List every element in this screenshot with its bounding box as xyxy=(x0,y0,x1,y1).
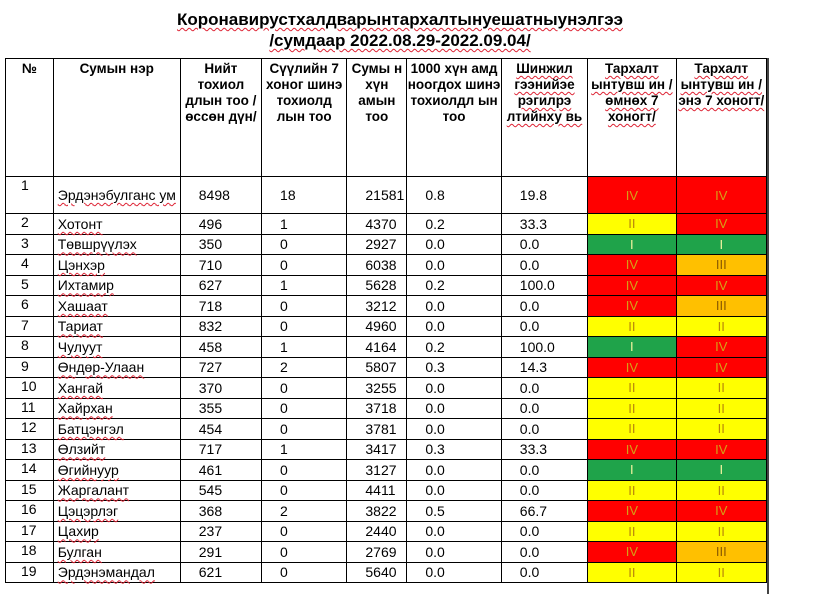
curr-level-cell: II xyxy=(676,378,766,399)
row-number-cell: 6 xyxy=(6,296,54,317)
total-cases-cell: 832 xyxy=(180,316,261,337)
cases-per-1000-cell: 0.8 xyxy=(407,177,501,214)
new-cases-cell: 1 xyxy=(262,439,347,460)
new-cases-cell: 1 xyxy=(262,337,347,358)
total-cases-cell: 545 xyxy=(180,480,261,501)
total-cases-cell: 621 xyxy=(180,562,261,583)
new-cases-cell: 0 xyxy=(262,378,347,399)
row-number-cell: 3 xyxy=(6,234,54,255)
population-cell: 2440 xyxy=(347,521,407,542)
row-number-cell: 8 xyxy=(6,337,54,358)
cases-per-1000-cell: 0.3 xyxy=(407,357,501,378)
district-name-cell: Хотонт xyxy=(53,214,180,235)
total-cases-cell: 454 xyxy=(180,419,261,440)
cases-per-1000-cell: 0.0 xyxy=(407,398,501,419)
new-cases-cell: 0 xyxy=(262,419,347,440)
table-row xyxy=(6,398,767,419)
header-curr-level: Тархалт ынтувш ин /энэ 7 хоногт/ xyxy=(676,59,766,177)
population-cell: 5628 xyxy=(347,275,407,296)
row-number-cell: 18 xyxy=(6,542,54,563)
cases-per-1000-cell: 0.0 xyxy=(407,562,501,583)
new-cases-cell: 0 xyxy=(262,460,347,481)
test-positivity-cell: 0.0 xyxy=(501,480,587,501)
district-name-cell: Чулуут xyxy=(53,337,180,358)
district-name-cell: Төвшрүүлэх xyxy=(53,234,180,255)
cases-per-1000-cell: 0.2 xyxy=(407,337,501,358)
curr-level-cell: IV xyxy=(676,177,766,214)
cases-per-1000-cell: 0.2 xyxy=(407,275,501,296)
curr-level-cell: III xyxy=(676,296,766,317)
prev-level-cell: IV xyxy=(588,439,676,460)
population-cell: 2769 xyxy=(347,542,407,563)
population-cell: 3822 xyxy=(347,501,407,522)
prev-level-cell: IV xyxy=(588,501,676,522)
row-number-cell: 13 xyxy=(6,439,54,460)
district-name-cell: Хашаат xyxy=(53,296,180,317)
test-positivity-cell: 0.0 xyxy=(501,542,587,563)
new-cases-cell: 0 xyxy=(262,562,347,583)
population-cell: 4960 xyxy=(347,316,407,337)
total-cases-cell: 727 xyxy=(180,357,261,378)
new-cases-cell: 0 xyxy=(262,480,347,501)
table-row xyxy=(6,562,767,583)
total-cases-cell: 368 xyxy=(180,501,261,522)
total-cases-cell: 355 xyxy=(180,398,261,419)
curr-level-cell: II xyxy=(676,562,766,583)
curr-level-cell: IV xyxy=(676,214,766,235)
curr-level-cell: II xyxy=(676,480,766,501)
new-cases-cell: 1 xyxy=(262,214,347,235)
cases-per-1000-cell: 0.2 xyxy=(407,214,501,235)
district-name-cell: Тариат xyxy=(53,316,180,337)
row-number-cell: 1 xyxy=(6,177,54,214)
population-cell: 3417 xyxy=(347,439,407,460)
new-cases-cell: 0 xyxy=(262,521,347,542)
table-row xyxy=(6,234,767,255)
total-cases-cell: 237 xyxy=(180,521,261,542)
row-number-cell: 15 xyxy=(6,480,54,501)
population-cell: 5807 xyxy=(347,357,407,378)
prev-level-cell: I xyxy=(588,460,676,481)
new-cases-cell: 0 xyxy=(262,398,347,419)
curr-level-cell: IV xyxy=(676,439,766,460)
total-cases-cell: 627 xyxy=(180,275,261,296)
curr-level-cell: IV xyxy=(676,337,766,358)
header-prev-level: Тархалт ынтувш ин /өмнөх 7 хоногт/ xyxy=(588,59,676,177)
new-cases-cell: 0 xyxy=(262,234,347,255)
population-cell: 4411 xyxy=(347,480,407,501)
row-number-cell: 7 xyxy=(6,316,54,337)
new-cases-cell: 0 xyxy=(262,255,347,276)
row-number-cell: 2 xyxy=(6,214,54,235)
row-number-cell: 4 xyxy=(6,255,54,276)
population-cell: 3255 xyxy=(347,378,407,399)
table-row xyxy=(6,255,767,276)
table-row xyxy=(6,357,767,378)
district-name-cell: Цэцэрлэг xyxy=(53,501,180,522)
district-name-cell: Хайрхан xyxy=(53,398,180,419)
cases-per-1000-cell: 0.0 xyxy=(407,296,501,317)
curr-level-cell: IV xyxy=(676,357,766,378)
total-cases-cell: 461 xyxy=(180,460,261,481)
total-cases-cell: 8498 xyxy=(180,177,261,214)
new-cases-cell: 1 xyxy=(262,275,347,296)
cases-per-1000-cell: 0.0 xyxy=(407,234,501,255)
row-number-cell: 19 xyxy=(6,562,54,583)
row-number-cell: 16 xyxy=(6,501,54,522)
prev-level-cell: I xyxy=(588,234,676,255)
cases-per-1000-cell: 0.0 xyxy=(407,521,501,542)
district-name-cell: Эрдэнэбулганс ум xyxy=(53,177,180,214)
row-number-cell: 14 xyxy=(6,460,54,481)
table-row xyxy=(6,501,767,522)
prev-level-cell: IV xyxy=(588,177,676,214)
header-population: Сумы н хүн амын тоо xyxy=(347,59,407,177)
population-cell: 4370 xyxy=(347,214,407,235)
header-no: № xyxy=(6,59,54,177)
new-cases-cell: 18 xyxy=(262,177,347,214)
cases-per-1000-cell: 0.0 xyxy=(407,316,501,337)
statistics-table xyxy=(5,58,767,583)
new-cases-cell: 2 xyxy=(262,501,347,522)
test-positivity-cell: 0.0 xyxy=(501,255,587,276)
cases-per-1000-cell: 0.0 xyxy=(407,480,501,501)
header-row xyxy=(6,59,767,177)
population-cell: 2927 xyxy=(347,234,407,255)
curr-level-cell: II xyxy=(676,521,766,542)
document-subtitle: /сумдаар 2022.08.29-2022.09.04/ xyxy=(269,31,531,50)
district-name-cell: Жаргалант xyxy=(53,480,180,501)
table-row xyxy=(6,419,767,440)
district-name-cell: Батцэнгэл xyxy=(53,419,180,440)
district-name-cell: Цахир xyxy=(53,521,180,542)
district-name-cell: Эрдэнэмандал xyxy=(53,562,180,583)
cases-per-1000-cell: 0.0 xyxy=(407,419,501,440)
curr-level-cell: III xyxy=(676,255,766,276)
cases-per-1000-cell: 0.5 xyxy=(407,501,501,522)
new-cases-cell: 0 xyxy=(262,542,347,563)
total-cases-cell: 291 xyxy=(180,542,261,563)
table-row xyxy=(6,480,767,501)
curr-level-cell: III xyxy=(676,542,766,563)
prev-level-cell: IV xyxy=(588,275,676,296)
population-cell: 3212 xyxy=(347,296,407,317)
district-name-cell: Булган xyxy=(53,542,180,563)
header-last7: Сүүлийн 7 хоног шинэ тохиолд лын тоо xyxy=(262,59,347,177)
table-row xyxy=(6,214,767,235)
prev-level-cell: II xyxy=(588,316,676,337)
test-positivity-cell: 0.0 xyxy=(501,419,587,440)
prev-level-cell: II xyxy=(588,419,676,440)
document-title: Коронавирустхалдварынтархалтынуешатныунэлгээ xyxy=(176,10,623,29)
header-test: Шинжил гээнийэе рэгилрэ лтийнху вь xyxy=(501,59,587,177)
population-cell: 3127 xyxy=(347,460,407,481)
table-row xyxy=(6,378,767,399)
prev-level-cell: II xyxy=(588,480,676,501)
district-name-cell: Хангай xyxy=(53,378,180,399)
cases-per-1000-cell: 0.0 xyxy=(407,255,501,276)
row-number-cell: 12 xyxy=(6,419,54,440)
table-row xyxy=(6,275,767,296)
total-cases-cell: 370 xyxy=(180,378,261,399)
table-row xyxy=(6,542,767,563)
test-positivity-cell: 0.0 xyxy=(501,460,587,481)
district-name-cell: Цэнхэр xyxy=(53,255,180,276)
new-cases-cell: 2 xyxy=(262,357,347,378)
district-name-cell: Өлзийт xyxy=(53,439,180,460)
test-positivity-cell: 0.0 xyxy=(501,398,587,419)
curr-level-cell: I xyxy=(676,234,766,255)
population-cell: 3781 xyxy=(347,419,407,440)
test-positivity-cell: 66.7 xyxy=(501,501,587,522)
row-number-cell: 17 xyxy=(6,521,54,542)
table-row xyxy=(6,177,767,214)
row-number-cell: 11 xyxy=(6,398,54,419)
table-row xyxy=(6,296,767,317)
total-cases-cell: 718 xyxy=(180,296,261,317)
table-row xyxy=(6,460,767,481)
prev-level-cell: II xyxy=(588,378,676,399)
test-positivity-cell: 14.3 xyxy=(501,357,587,378)
prev-level-cell: II xyxy=(588,214,676,235)
header-name: Сумын нэр xyxy=(53,59,180,177)
population-cell: 4164 xyxy=(347,337,407,358)
prev-level-cell: IV xyxy=(588,255,676,276)
new-cases-cell: 0 xyxy=(262,316,347,337)
row-number-cell: 5 xyxy=(6,275,54,296)
cases-per-1000-cell: 0.0 xyxy=(407,542,501,563)
cases-per-1000-cell: 0.3 xyxy=(407,439,501,460)
total-cases-cell: 717 xyxy=(180,439,261,460)
prev-level-cell: IV xyxy=(588,357,676,378)
prev-level-cell: IV xyxy=(588,296,676,317)
cases-per-1000-cell: 0.0 xyxy=(407,460,501,481)
header-total: Нийт тохиол длын тоо /өссөн дүн/ xyxy=(180,59,261,177)
curr-level-cell: II xyxy=(676,398,766,419)
test-positivity-cell: 100.0 xyxy=(501,275,587,296)
row-number-cell: 10 xyxy=(6,378,54,399)
prev-level-cell: II xyxy=(588,398,676,419)
population-cell: 21581 xyxy=(347,177,407,214)
population-cell: 6038 xyxy=(347,255,407,276)
test-positivity-cell: 100.0 xyxy=(501,337,587,358)
test-positivity-cell: 0.0 xyxy=(501,378,587,399)
page-edge xyxy=(767,58,769,594)
row-number-cell: 9 xyxy=(6,357,54,378)
header-per1000: 1000 хүн амд ноогдох шинэ тохиолдл ын тоо xyxy=(407,59,501,177)
district-name-cell: Өгийнуур xyxy=(53,460,180,481)
district-name-cell: Өндөр-Улаан xyxy=(53,357,180,378)
population-cell: 3718 xyxy=(347,398,407,419)
prev-level-cell: II xyxy=(588,562,676,583)
test-positivity-cell: 0.0 xyxy=(501,562,587,583)
test-positivity-cell: 33.3 xyxy=(501,439,587,460)
test-positivity-cell: 0.0 xyxy=(501,316,587,337)
curr-level-cell: I xyxy=(676,460,766,481)
table-row xyxy=(6,521,767,542)
population-cell: 5640 xyxy=(347,562,407,583)
district-name-cell: Ихтамир xyxy=(53,275,180,296)
test-positivity-cell: 0.0 xyxy=(501,296,587,317)
total-cases-cell: 710 xyxy=(180,255,261,276)
curr-level-cell: II xyxy=(676,316,766,337)
test-positivity-cell: 0.0 xyxy=(501,521,587,542)
prev-level-cell: IV xyxy=(588,542,676,563)
curr-level-cell: II xyxy=(676,419,766,440)
total-cases-cell: 496 xyxy=(180,214,261,235)
test-positivity-cell: 33.3 xyxy=(501,214,587,235)
total-cases-cell: 458 xyxy=(180,337,261,358)
test-positivity-cell: 0.0 xyxy=(501,234,587,255)
new-cases-cell: 0 xyxy=(262,296,347,317)
table-row xyxy=(6,316,767,337)
curr-level-cell: IV xyxy=(676,501,766,522)
cases-per-1000-cell: 0.0 xyxy=(407,378,501,399)
table-row xyxy=(6,439,767,460)
prev-level-cell: I xyxy=(588,337,676,358)
prev-level-cell: II xyxy=(588,521,676,542)
test-positivity-cell: 19.8 xyxy=(501,177,587,214)
curr-level-cell: IV xyxy=(676,275,766,296)
table-row xyxy=(6,337,767,358)
total-cases-cell: 350 xyxy=(180,234,261,255)
